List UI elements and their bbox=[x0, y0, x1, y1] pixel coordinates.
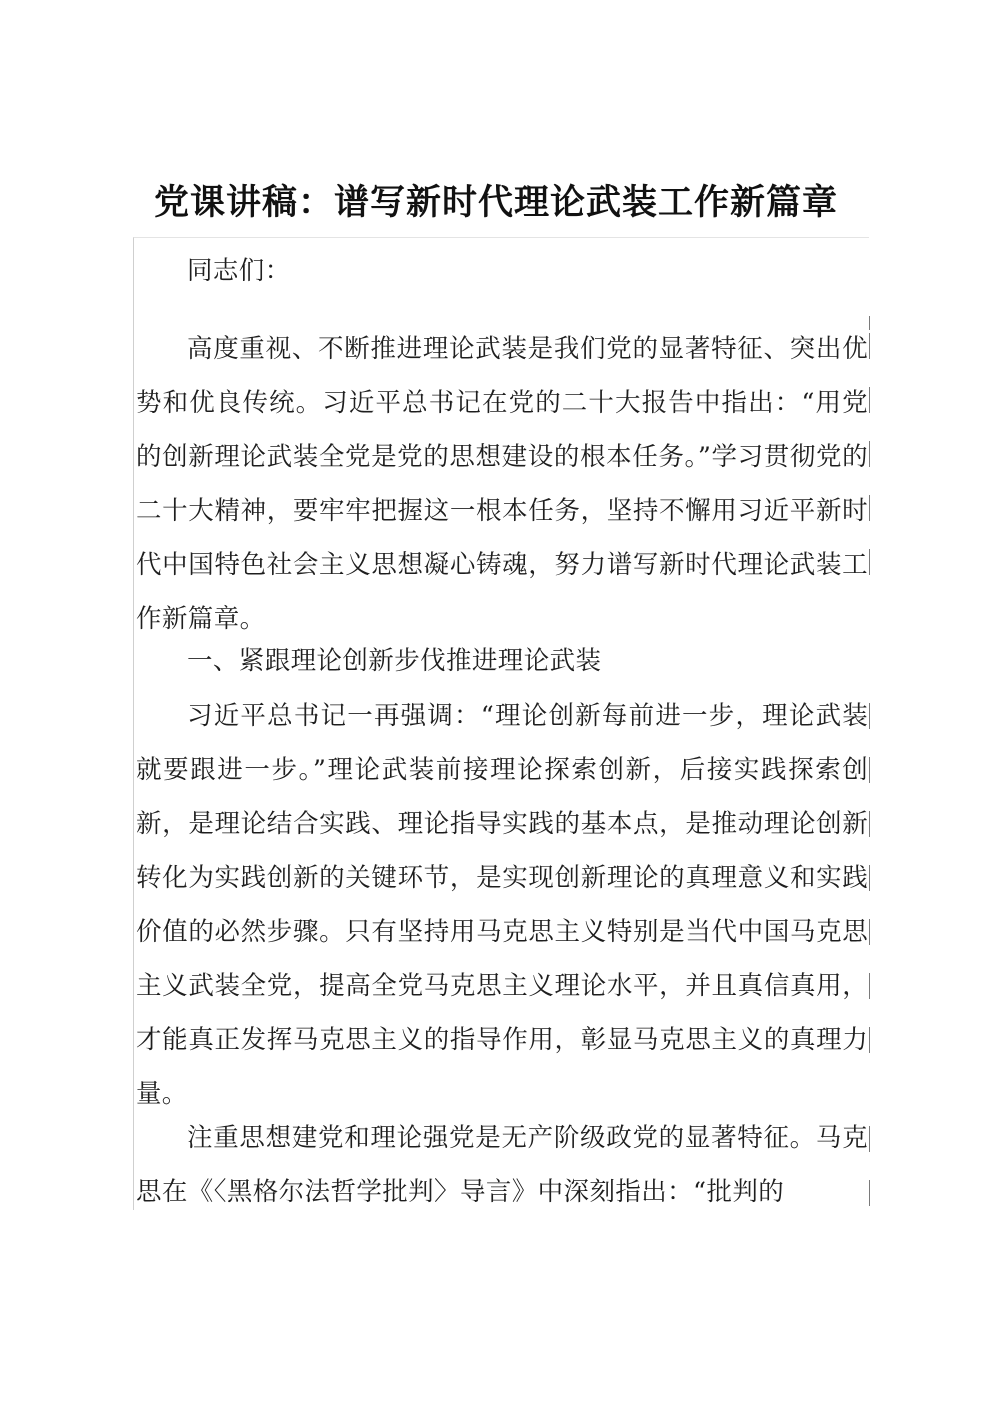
frame-edge-mark bbox=[869, 495, 870, 521]
frame-edge-mark bbox=[869, 333, 870, 359]
frame-edge-mark bbox=[869, 1027, 870, 1053]
frame-edge-mark bbox=[869, 703, 870, 729]
frame-edge-mark bbox=[869, 316, 870, 330]
body-paragraph-continuation: 注重思想建党和理论强党是无产阶级政党的显著特征。马克思在《〈黑格尔法哲学批判〉导言》中深刻指出：“批判的 bbox=[136, 1123, 868, 1207]
frame-edge-mark bbox=[869, 549, 870, 575]
salutation: 同志们： bbox=[187, 256, 291, 286]
frame-edge-mark bbox=[869, 1180, 870, 1206]
frame-edge-mark bbox=[869, 811, 870, 837]
frame-edge-mark bbox=[869, 441, 870, 467]
frame-edge-mark bbox=[869, 387, 870, 413]
frame-edge-mark bbox=[869, 973, 870, 999]
section-heading: 一、紧跟理论创新步伐推进理论武装 bbox=[187, 646, 602, 676]
frame-edge-mark bbox=[869, 919, 870, 945]
body-paragraph-intro: 高度重视、不断推进理论武装是我们党的显著特征、突出优势和优良传统。习近平总书记在党的二十大报告中指出：“用党的创新理论武装全党是党的思想建设的根本任务。”学习贯彻党的二十大精神，要牢牢把握这一根本任务，坚持不懈用习近平新时代中国特色社会主义思想凝心铸魂，努力谱写新时代理论武装工作新篇章。 bbox=[136, 334, 868, 634]
frame-edge-mark bbox=[869, 1126, 870, 1152]
frame-edge-mark bbox=[869, 757, 870, 783]
body-paragraph-section-one: 习近平总书记一再强调：“理论创新每前进一步，理论武装就要跟进一步。”理论武装前接理论探索创新，后接实践探索创新，是理论结合实践、理论指导实践的基本点，是推动理论创新转化为实践创新的关键环节，是实现创新理论的真理意义和实践价值的必然步骤。只有坚持用马克思主义特别是当代中国马克思主义武装全党，提高全党马克思主义理论水平，并且真信真用，才能真正发挥马克思主义的指导作用，彰显马克思主义的真理力量。 bbox=[136, 701, 868, 1109]
document-title: 党课讲稿：谱写新时代理论武装工作新篇章 bbox=[153, 183, 838, 223]
frame-edge-mark bbox=[869, 865, 870, 891]
